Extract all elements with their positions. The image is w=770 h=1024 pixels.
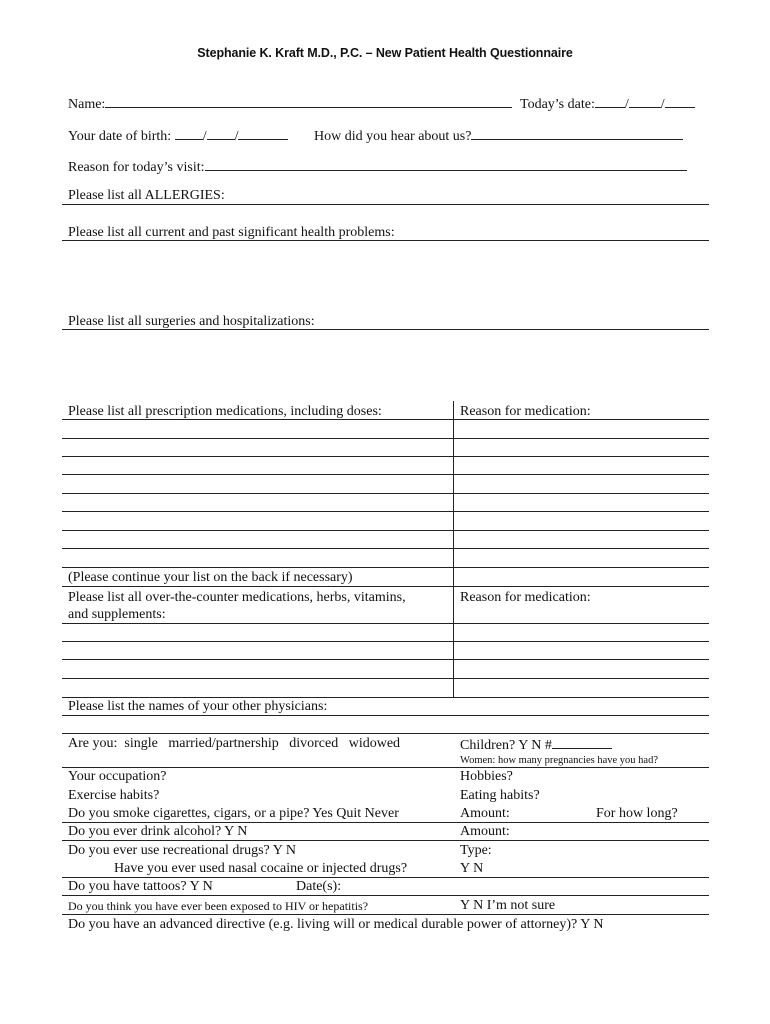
page-title: Stephanie K. Kraft M.D., P.C. – New Patient Health Questionnaire: [197, 46, 573, 60]
otc-row-line[interactable]: [62, 623, 709, 624]
hiv-answer[interactable]: Y N I’m not sure: [460, 898, 556, 913]
rx-row-line[interactable]: [62, 474, 709, 475]
option-married[interactable]: married/partnership: [168, 736, 279, 751]
hiv-question: Do you think you have ever been exposed to HIV or hepatitis?: [68, 899, 369, 913]
otc-row-line[interactable]: [62, 697, 709, 698]
are-you-label: Are you:: [68, 736, 118, 751]
otc-top-line: [62, 586, 709, 587]
rx-label: Please list all prescription medications, including doses:: [68, 404, 382, 419]
name-label: Name:: [68, 97, 106, 112]
surgeries-label: Please list all surgeries and hospitalizations:: [68, 314, 315, 329]
rx-reason-label: Reason for medication:: [460, 404, 591, 419]
hear-about-us-field[interactable]: [314, 127, 683, 145]
physicians-label: Please list the names of your other physicians:: [68, 699, 328, 714]
rx-row-line[interactable]: [62, 511, 709, 512]
rx-row-line[interactable]: [62, 548, 709, 549]
rx-row-line[interactable]: [62, 419, 709, 420]
otc-label-line2: and supplements:: [68, 607, 166, 622]
otc-row-line[interactable]: [62, 641, 709, 642]
physicians-line[interactable]: [62, 733, 709, 734]
date-slash: /: [660, 97, 665, 112]
medication-column-divider: [453, 401, 454, 697]
alcohol-line: [62, 840, 709, 841]
continue-note: (Please continue your list on the back if necessary): [68, 570, 353, 585]
otc-label-line1: Please list all over-the-counter medications, herbs, vitamins,: [68, 590, 406, 605]
option-widowed[interactable]: widowed: [348, 736, 401, 751]
alcohol-amount-label[interactable]: Amount:: [460, 824, 510, 839]
allergies-line[interactable]: [62, 204, 709, 205]
rx-row-line[interactable]: [62, 456, 709, 457]
rx-row-line[interactable]: [62, 438, 709, 439]
health-problems-line[interactable]: [62, 240, 709, 241]
smoke-amount-label[interactable]: Amount:: [460, 806, 510, 821]
todays-date-label: Today’s date:: [520, 97, 595, 112]
rx-row-line[interactable]: [62, 493, 709, 494]
tattoos-question[interactable]: Do you have tattoos? Y N: [68, 879, 213, 894]
drug-type-label[interactable]: Type:: [460, 843, 492, 858]
tattoos-line: [62, 895, 709, 896]
physicians-line[interactable]: [62, 715, 709, 716]
surgeries-line[interactable]: [62, 329, 709, 330]
how-long-label[interactable]: For how long?: [596, 806, 678, 821]
alcohol-question[interactable]: Do you ever drink alcohol? Y N: [68, 824, 248, 839]
eating-label[interactable]: Eating habits?: [460, 788, 540, 803]
children-field[interactable]: [460, 736, 612, 754]
drugs-question[interactable]: Do you ever use recreational drugs? Y N: [68, 843, 296, 858]
smoke-question[interactable]: Do you smoke cigarettes, cigars, or a pipe? Yes Quit Never: [68, 806, 399, 821]
reason-visit-field[interactable]: [68, 158, 687, 176]
health-problems-label: Please list all current and past significant health problems:: [68, 225, 395, 240]
rx-row-line[interactable]: [62, 567, 709, 568]
otc-reason-label: Reason for medication:: [460, 590, 591, 605]
rx-row-line[interactable]: [62, 530, 709, 531]
option-single[interactable]: single: [124, 736, 158, 751]
exercise-label[interactable]: Exercise habits?: [68, 788, 160, 803]
marital-line: [62, 767, 709, 768]
otc-row-line[interactable]: [62, 659, 709, 660]
hobbies-label[interactable]: Hobbies?: [460, 769, 513, 784]
children-label: Children? Y N #: [460, 738, 552, 753]
occupation-label[interactable]: Your occupation?: [68, 769, 167, 784]
marital-status: [68, 736, 400, 752]
pregnancies-label: Women: how many pregnancies have you had?: [460, 755, 659, 766]
smoke-line: [62, 822, 709, 823]
date-slash: /: [624, 97, 629, 112]
hear-label: How did you hear about us?: [314, 129, 472, 144]
name-field[interactable]: [68, 95, 512, 113]
todays-date-field[interactable]: [520, 95, 695, 113]
directive-question[interactable]: Do you have an advanced directive (e.g. living will or medical durable power of attorney)? Y N: [68, 917, 604, 932]
nasal-question: Have you ever used nasal cocaine or injected drugs?: [114, 861, 408, 876]
hiv-line: [62, 914, 709, 915]
tattoo-dates-label[interactable]: Date(s):: [296, 879, 342, 894]
nasal-answer[interactable]: Y N: [460, 861, 484, 876]
date-slash: /: [234, 129, 239, 144]
drugs-line: [62, 877, 709, 878]
otc-row-line[interactable]: [62, 678, 709, 679]
option-divorced[interactable]: divorced: [289, 736, 339, 751]
dob-label: Your date of birth:: [68, 129, 172, 144]
reason-visit-label: Reason for today’s visit:: [68, 160, 205, 175]
allergies-label: Please list all ALLERGIES:: [68, 188, 225, 203]
date-slash: /: [202, 129, 207, 144]
dob-field[interactable]: [68, 127, 288, 145]
